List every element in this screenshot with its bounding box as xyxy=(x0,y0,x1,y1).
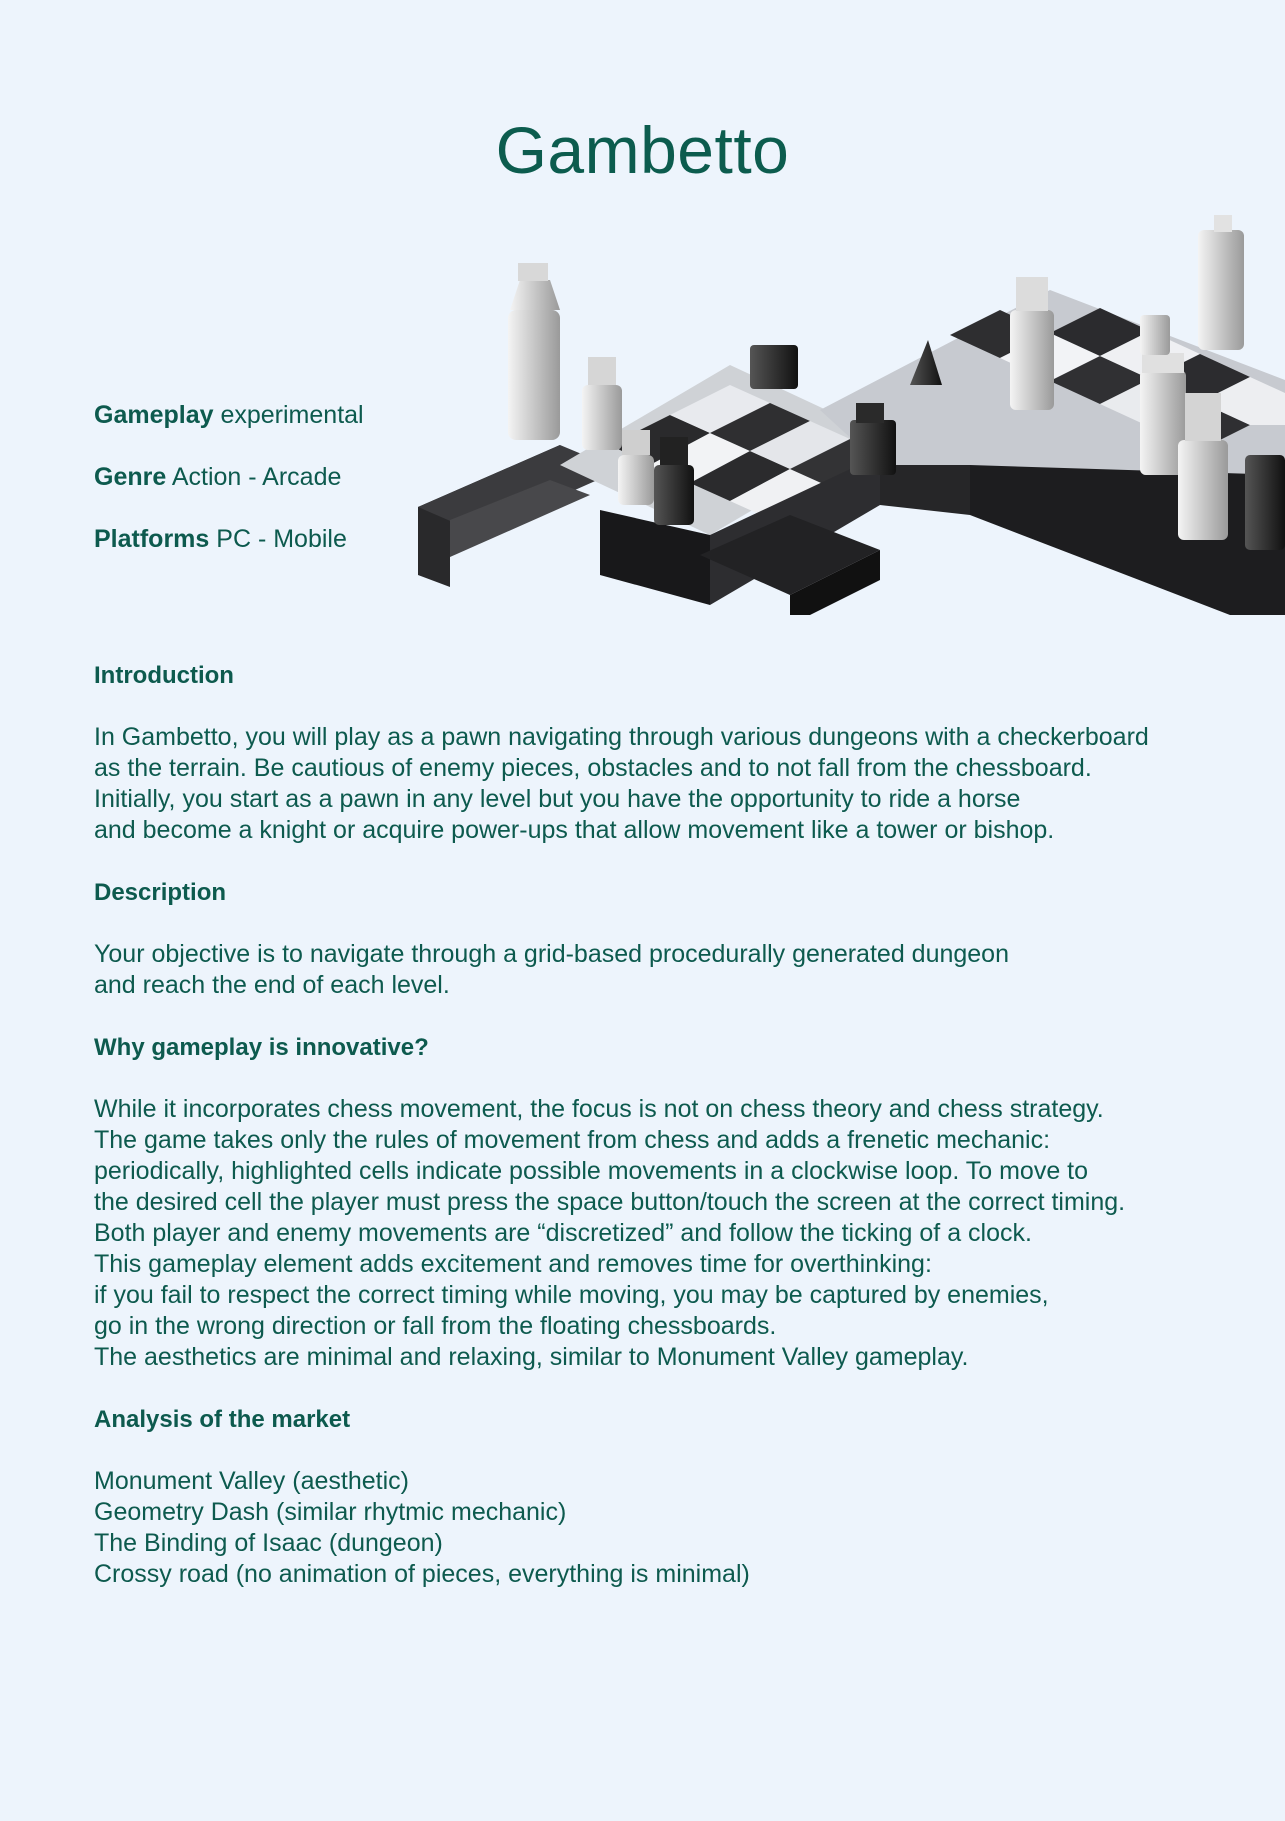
section-introduction xyxy=(94,660,1244,846)
meta-genre xyxy=(94,446,364,508)
list-item: The Binding of Isaac (dungeon) xyxy=(94,1529,443,1557)
page-title: Gambetto xyxy=(495,113,790,187)
paragraph-line: if you fail to respect the correct timing while moving, you may be captured by enemies, xyxy=(94,1281,1049,1309)
section-heading: Why gameplay is innovative? xyxy=(94,1034,429,1061)
section-market xyxy=(94,1404,1244,1590)
list-item: Monument Valley (aesthetic) xyxy=(94,1467,409,1495)
game-meta xyxy=(94,384,364,570)
meta-value: Action - Arcade xyxy=(171,463,342,491)
chessboard-illustration xyxy=(410,215,1285,615)
paragraph-line: The aesthetics are minimal and relaxing, similar to Monument Valley gameplay. xyxy=(94,1343,969,1371)
white-king-piece xyxy=(508,263,560,440)
paragraph-line: as the terrain. Be cautious of enemy pieces, obstacles and to not fall from the chessboard. xyxy=(94,754,1092,782)
meta-label: Gameplay xyxy=(94,401,214,429)
white-pawn-piece xyxy=(1178,393,1228,540)
isometric-chessboard-image xyxy=(410,215,1285,615)
paragraph-line: go in the wrong direction or fall from the floating chessboards. xyxy=(94,1312,777,1340)
white-pawn-piece xyxy=(618,430,654,505)
white-pawn-piece xyxy=(1140,315,1170,355)
paragraph-line: The game takes only the rules of movement from chess and adds a frenetic mechanic: xyxy=(94,1126,1051,1154)
paragraph-line: Initially, you start as a pawn in any level but you have the opportunity to ride a horse xyxy=(94,785,1021,813)
meta-value: experimental xyxy=(220,401,364,429)
list-item: Crossy road (no animation of pieces, everything is minimal) xyxy=(94,1560,750,1588)
meta-label: Genre xyxy=(94,463,167,491)
black-pawn-piece xyxy=(654,437,694,525)
section-innovation xyxy=(94,1032,1244,1373)
list-item: Geometry Dash (similar rhytmic mechanic) xyxy=(94,1498,567,1526)
meta-value: PC - Mobile xyxy=(216,525,347,553)
paragraph-line: In Gambetto, you will play as a pawn navigating through various dungeons with a checkerboard xyxy=(94,723,1149,751)
paragraph-line: periodically, highlighted cells indicate possible movements in a clockwise loop. To move to xyxy=(94,1157,1089,1185)
meta-gameplay xyxy=(94,384,364,446)
paragraph-line: This gameplay element adds excitement and removes time for overthinking: xyxy=(94,1250,932,1278)
black-rook-piece xyxy=(750,345,798,389)
paragraph-line: While it incorporates chess movement, the focus is not on chess theory and chess strategy. xyxy=(94,1095,1104,1123)
paragraph-line: Both player and enemy movements are “discretized” and follow the ticking of a clock. xyxy=(94,1219,1032,1247)
paragraph-line: and become a knight or acquire power-ups that allow movement like a tower or bishop. xyxy=(94,816,1055,844)
white-pawn-piece xyxy=(1010,277,1054,410)
meta-label: Platforms xyxy=(94,525,210,553)
paragraph-line: the desired cell the player must press the space button/touch the screen at the correct timing. xyxy=(94,1188,1126,1216)
paragraph-line: Your objective is to navigate through a grid-based procedurally generated dungeon xyxy=(94,940,1009,968)
section-heading: Analysis of the market xyxy=(94,1406,351,1433)
meta-platforms xyxy=(94,508,364,570)
black-pawn-piece xyxy=(1245,455,1285,550)
section-description xyxy=(94,877,1244,1001)
paragraph-line: and reach the end of each level. xyxy=(94,971,450,999)
section-heading: Introduction xyxy=(94,662,234,689)
white-pawn-piece xyxy=(582,357,622,450)
document-body xyxy=(94,660,1244,1621)
section-heading: Description xyxy=(94,879,227,906)
white-queen-piece xyxy=(1198,215,1244,350)
